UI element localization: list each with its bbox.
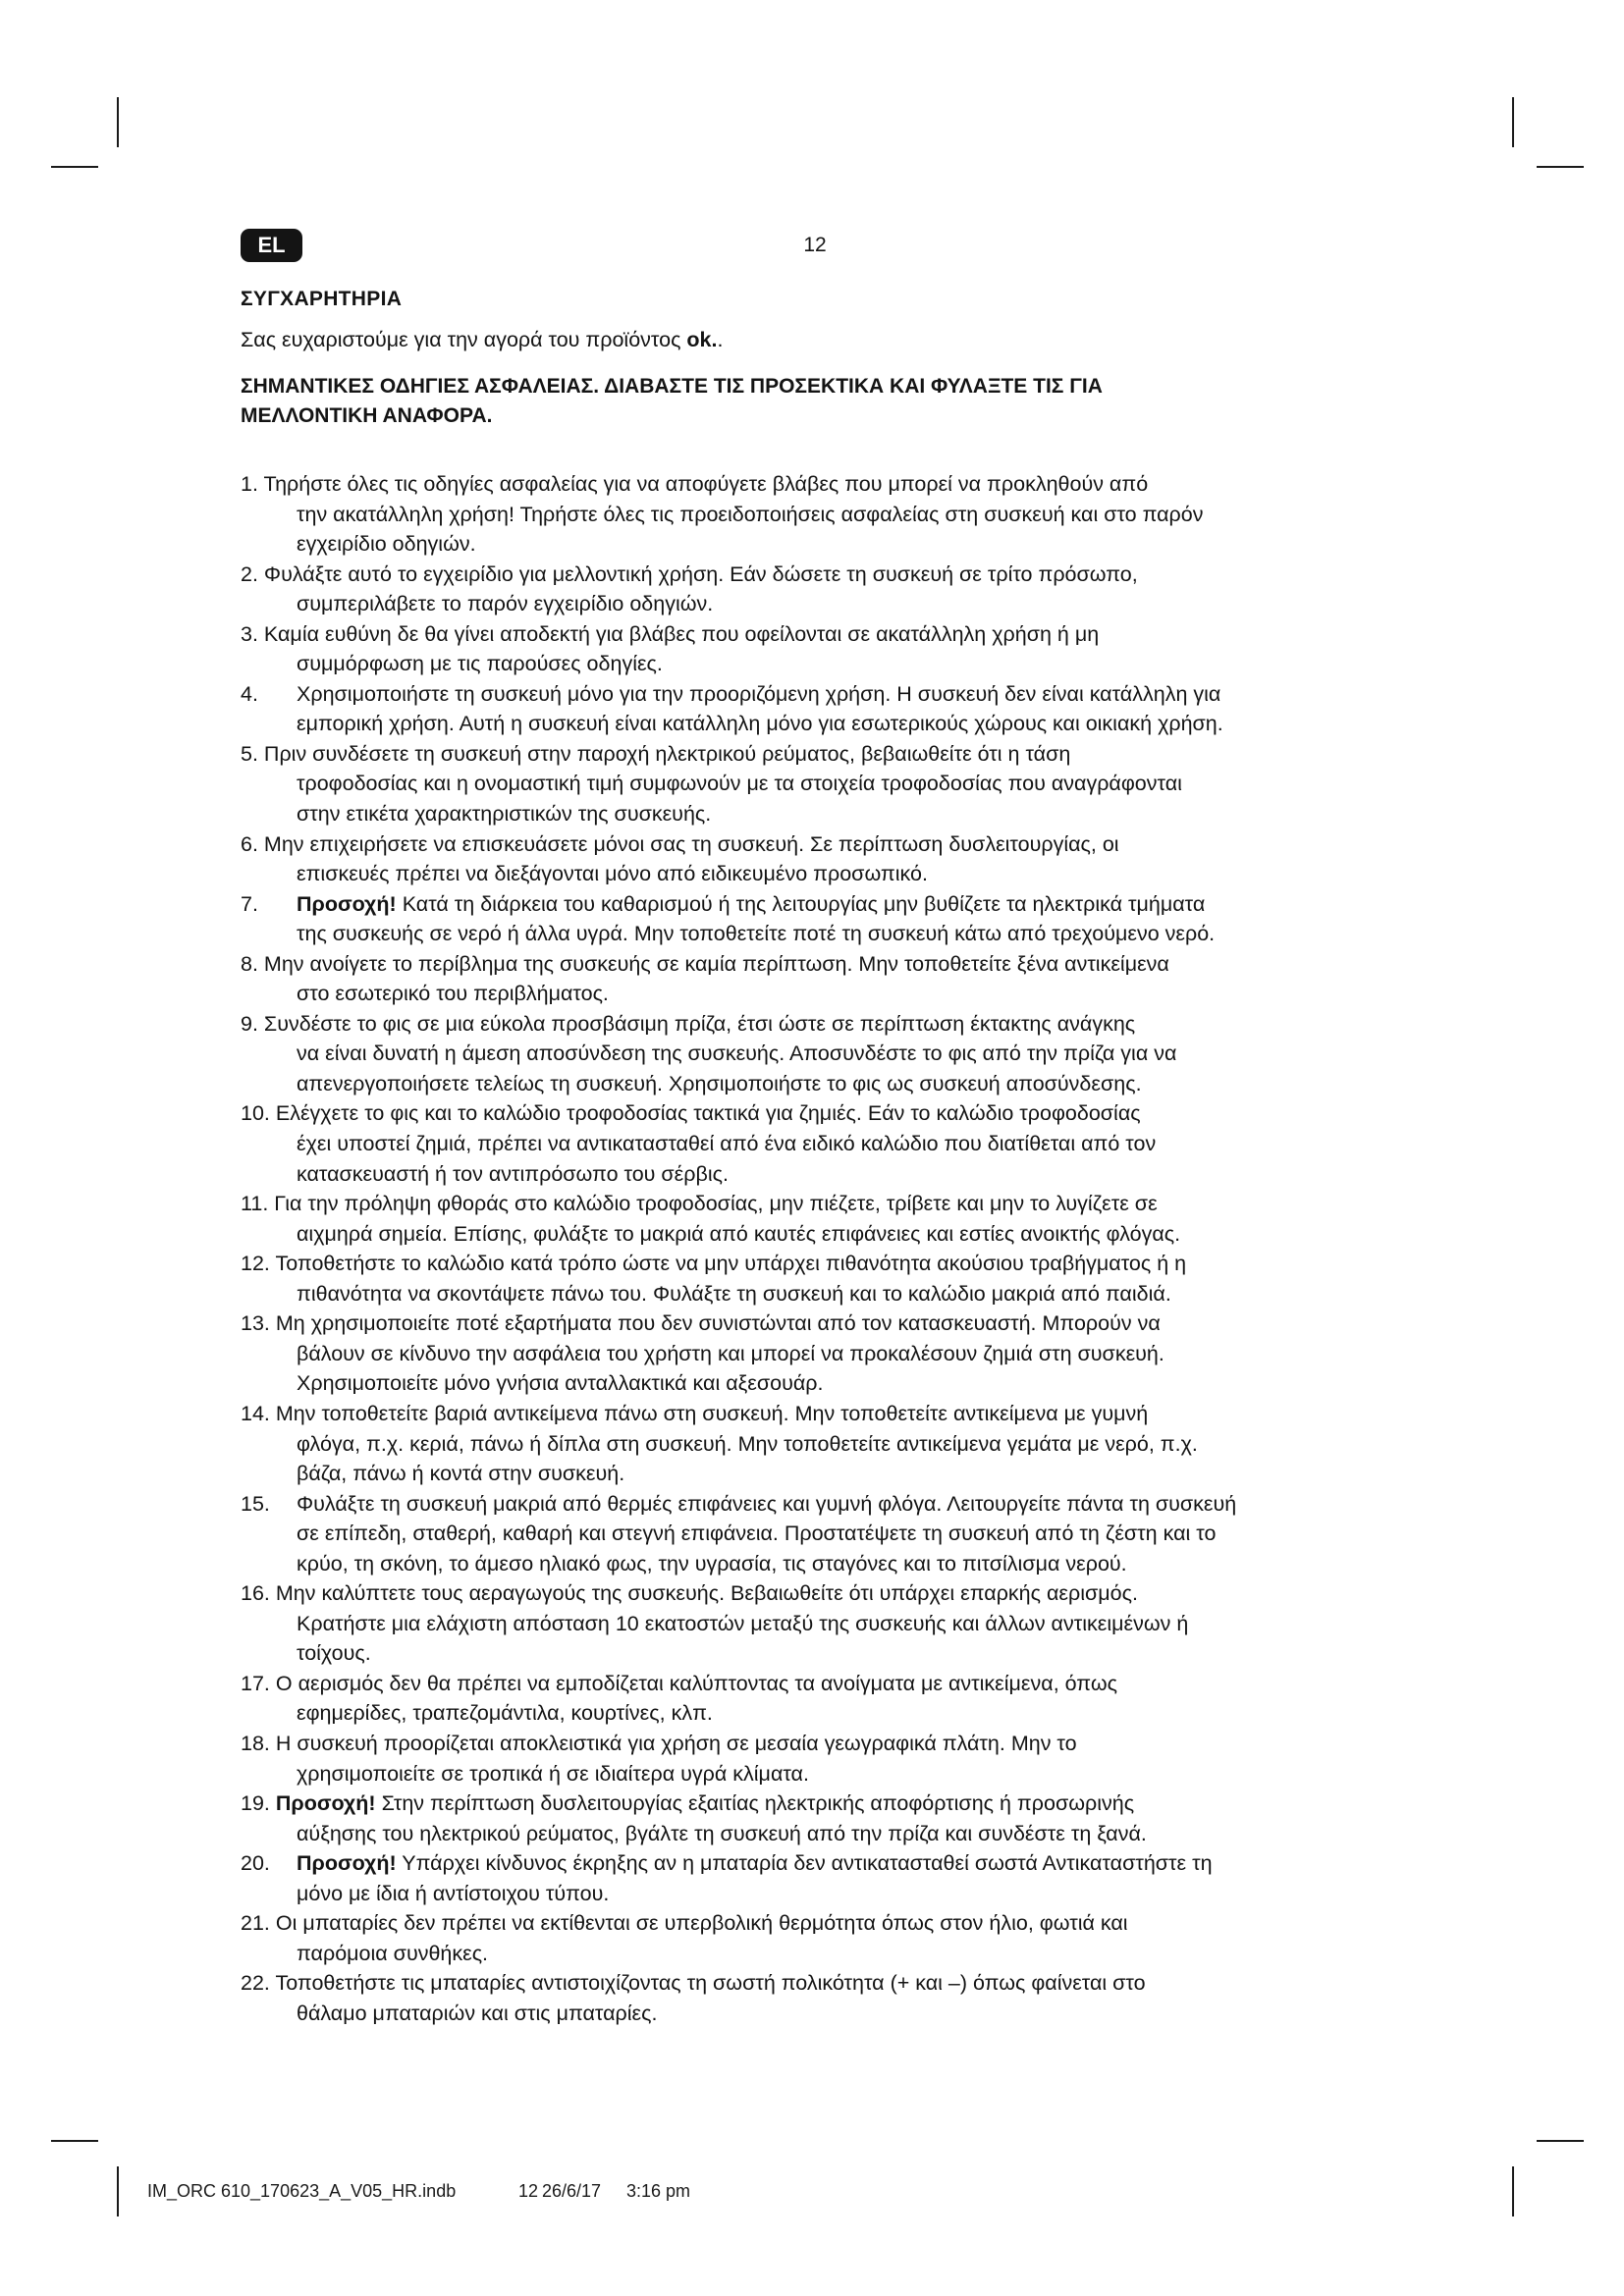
list-item-line bbox=[241, 1638, 1537, 1669]
list-item-first-line bbox=[241, 560, 1537, 590]
list-item-number: 13. bbox=[241, 1311, 270, 1336]
list-item bbox=[241, 1308, 1537, 1399]
list-item-first-line bbox=[241, 1848, 1537, 1879]
list-item bbox=[241, 560, 1537, 619]
crop-mark-bottom-right-horizontal bbox=[1537, 2140, 1584, 2142]
warning-label: Προσοχή! bbox=[297, 1851, 397, 1876]
list-item-number: 7. bbox=[241, 891, 258, 916]
list-item-number: 20. bbox=[241, 1851, 270, 1876]
crop-mark-top-left-vertical bbox=[117, 97, 119, 147]
list-item-text: φλόγα, π.χ. κεριά, πάνω ή δίπλα στη συσκευή. Μην τοποθετείτε αντικείμενα γεμάτα με νερό, π.χ. bbox=[297, 1431, 1198, 1456]
list-item-line bbox=[241, 1219, 1537, 1250]
list-item-text: Μην ανοίγετε το περίβλημα της συσκευής σε καμία περίπτωση. Μην τοποθετείτε ξένα αντικείμενα bbox=[263, 951, 1169, 976]
list-item-text: να είναι δυνατή η άμεση αποσύνδεση της συσκευής. Αποσυνδέστε το φις από την πρίζα για να bbox=[297, 1041, 1177, 1066]
list-item-first-line bbox=[241, 1789, 1537, 1819]
list-item-text: Χρησιμοποιείτε μόνο γνήσια ανταλλακτικά και αξεσουάρ. bbox=[297, 1371, 824, 1396]
list-item-number: 10. bbox=[241, 1101, 270, 1126]
list-item-first-line bbox=[241, 1308, 1537, 1339]
list-item-text: κρύο, τη σκόνη, το άμεσο ηλιακό φως, την υγρασία, τις σταγόνες και το πιτσίλισμα νερού. bbox=[297, 1551, 1127, 1575]
language-badge: EL bbox=[241, 229, 302, 262]
list-item-text: Ο αερισμός δεν θα πρέπει να εμποδίζεται καλύπτοντας τα ανοίγματα με αντικείμενα, όπως bbox=[275, 1671, 1117, 1695]
list-item-line bbox=[241, 799, 1537, 829]
list-item-text: εγχειρίδιο οδηγιών. bbox=[297, 532, 476, 557]
footer-time: 3:16 pm bbox=[626, 2181, 691, 2201]
list-item bbox=[241, 1098, 1537, 1189]
list-item-line bbox=[241, 500, 1537, 530]
list-item-text: Ελέγχετε το φις και το καλώδιο τροφοδοσίας τακτικά για ζημιές. Εάν το καλώδιο τροφοδοσίας bbox=[275, 1101, 1141, 1126]
list-item bbox=[241, 1669, 1537, 1729]
list-item-text: Φυλάξτε αυτό το εγχειρίδιο για μελλοντική χρήση. Εάν δώσετε τη συσκευή σε τρίτο πρόσωπο, bbox=[263, 561, 1138, 586]
list-item bbox=[241, 1399, 1537, 1489]
list-item-line bbox=[241, 1459, 1537, 1489]
crop-mark-top-right-vertical bbox=[1512, 97, 1514, 147]
list-item-text: συμμόρφωση με τις παρούσες οδηγίες. bbox=[297, 652, 663, 676]
list-item-line bbox=[241, 1519, 1537, 1549]
crop-mark-bottom-right-vertical bbox=[1512, 2166, 1514, 2216]
list-item-first-line bbox=[241, 619, 1537, 650]
list-item-line bbox=[241, 1039, 1537, 1069]
list-item-number: 18. bbox=[241, 1731, 270, 1755]
list-item-line bbox=[241, 769, 1537, 799]
list-item-first-line bbox=[241, 1399, 1537, 1429]
list-item-text: Καμία ευθύνη δε θα γίνει αποδεκτή για βλάβες που οφείλονται σε ακατάλληλη χρήση ή μη bbox=[263, 621, 1100, 646]
list-item-number: 5. bbox=[241, 741, 258, 766]
list-item-text: Οι μπαταρίες δεν πρέπει να εκτίθενται σε υπερβολική θερμότητα όπως στον ήλιο, φωτιά και bbox=[275, 1911, 1128, 1936]
list-item-text: Τηρήστε όλες τις οδηγίες ασφαλείας για να αποφύγετε βλάβες που μπορεί να προκληθούν από bbox=[263, 472, 1149, 496]
list-item-line bbox=[241, 1129, 1537, 1159]
list-item-text: έχει υποστεί ζημιά, πρέπει να αντικατασταθεί από ένα ειδικό καλώδιο που διατίθεται από τον bbox=[297, 1132, 1157, 1156]
list-item-first-line bbox=[241, 1009, 1537, 1040]
list-item bbox=[241, 829, 1537, 889]
list-item-first-line bbox=[241, 1249, 1537, 1279]
list-item-number: 2. bbox=[241, 561, 258, 586]
list-item bbox=[241, 889, 1537, 949]
list-item bbox=[241, 1729, 1537, 1789]
list-item bbox=[241, 1908, 1537, 1968]
list-item-text: θάλαμο μπαταριών και στις μπαταρίες. bbox=[297, 2001, 658, 2025]
list-item-number: 3. bbox=[241, 621, 258, 646]
list-item-line bbox=[241, 859, 1537, 889]
safety-instructions-list bbox=[241, 469, 1537, 2028]
list-item-line bbox=[241, 1069, 1537, 1099]
list-item-first-line bbox=[241, 829, 1537, 860]
list-item-number: 6. bbox=[241, 831, 258, 856]
list-item bbox=[241, 679, 1537, 739]
list-item-line bbox=[241, 1429, 1537, 1460]
list-item-text: Μη χρησιμοποιείτε ποτέ εξαρτήματα που δεν συνιστώνται από τον κατασκευαστή. Μπορούν να bbox=[275, 1311, 1161, 1336]
list-item-text: βάζα, πάνω ή κοντά στην συσκευή. bbox=[297, 1462, 625, 1486]
list-item bbox=[241, 1009, 1537, 1099]
list-item-text: Στην περίπτωση δυσλειτουργίας εξαιτίας ηλεκτρικής αποφόρτισης ή προσωρινής bbox=[381, 1791, 1135, 1816]
list-item-number: 16. bbox=[241, 1581, 270, 1606]
list-item bbox=[241, 1968, 1537, 2028]
warning-label: Προσοχή! bbox=[297, 891, 397, 916]
list-item-line bbox=[241, 1999, 1537, 2029]
list-item-text: Κρατήστε μια ελάχιστη απόσταση 10 εκατοστών μεταξύ της συσκευής και άλλων αντικειμένων ή bbox=[297, 1611, 1189, 1635]
list-item-text: Φυλάξτε τη συσκευή μακριά από θερμές επιφάνειες και γυμνή φλόγα. Λειτουργείτε πάντα τη συσκευή bbox=[297, 1491, 1237, 1516]
list-item-text: Κατά τη διάρκεια του καθαρισμού ή της λειτουργίας μην βυθίζετε τα ηλεκτρικά τμήματα bbox=[402, 891, 1206, 916]
list-item-text: στο εσωτερικό του περιβλήματος. bbox=[297, 982, 609, 1006]
list-item-line bbox=[241, 709, 1537, 739]
list-item-line bbox=[241, 919, 1537, 949]
list-item-first-line bbox=[241, 889, 1537, 920]
list-item-number: 22. bbox=[241, 1971, 270, 1996]
crop-mark-bottom-left-vertical bbox=[117, 2166, 119, 2216]
list-item-number: 15. bbox=[241, 1491, 270, 1516]
footer-page-number: 12 bbox=[518, 2181, 539, 2201]
list-item-number: 21. bbox=[241, 1911, 270, 1936]
list-item bbox=[241, 949, 1537, 1009]
list-item-number: 11. bbox=[241, 1192, 269, 1216]
list-item-first-line bbox=[241, 1908, 1537, 1939]
list-item-line bbox=[241, 1159, 1537, 1190]
safety-heading-line: ΣΗΜΑΝΤΙΚΕΣ ΟΔΗΓΙΕΣ ΑΣΦΑΛΕΙΑΣ. ΔΙΑΒΑΣΤΕ ΤΙΣ ΠΡΟΣΕΚΤΙΚΑ ΚΑΙ ΦΥΛΑΞΤΕ ΤΙΣ ΓΙΑ bbox=[241, 375, 1103, 398]
list-item-text: Χρησιμοποιήστε τη συσκευή μόνο για την προοριζόμενη χρήση. Η συσκευή δεν είναι κατάλληλη για bbox=[297, 681, 1221, 706]
list-item-first-line bbox=[241, 739, 1537, 770]
list-item-text: συμπεριλάβετε το παρόν εγχειρίδιο οδηγιών. bbox=[297, 592, 714, 616]
list-item-number: 14. bbox=[241, 1401, 270, 1425]
list-item-text: Υπάρχει κίνδυνος έκρηξης αν η μπαταρία δεν αντικατασταθεί σωστά Αντικαταστήστε τη bbox=[402, 1851, 1213, 1876]
list-item-first-line bbox=[241, 679, 1537, 710]
list-item-text: αύξησης του ηλεκτρικού ρεύματος, βγάλτε τη συσκευή από την πρίζα και συνδέστε τη ξανά. bbox=[297, 1821, 1147, 1845]
list-item-text: Τοποθετήστε το καλώδιο κατά τρόπο ώστε να μην υπάρχει πιθανότητα ακούσιου τραβήγματος ή η bbox=[275, 1252, 1187, 1276]
list-item-text: εφημερίδες, τραπεζομάντιλα, κουρτίνες, κλπ. bbox=[297, 1701, 713, 1726]
list-item-text: χρησιμοποιείτε σε τροπικά ή σε ιδιαίτερα υγρά κλίματα. bbox=[297, 1761, 809, 1786]
crop-mark-bottom-left-horizontal bbox=[51, 2140, 98, 2142]
list-item-text: τοίχους. bbox=[297, 1641, 371, 1666]
list-item-text: μόνο με ίδια ή αντίστοιχου τύπου. bbox=[297, 1881, 610, 1905]
list-item bbox=[241, 619, 1537, 679]
thanks-sentence bbox=[241, 325, 723, 354]
list-item-text: Η συσκευή προορίζεται αποκλειστικά για χρήση σε μεσαία γεωγραφικά πλάτη. Μην το bbox=[275, 1731, 1077, 1755]
list-item-line bbox=[241, 1549, 1537, 1579]
list-item-line bbox=[241, 979, 1537, 1009]
list-item-first-line bbox=[241, 1669, 1537, 1699]
list-item-line bbox=[241, 1698, 1537, 1729]
list-item-first-line bbox=[241, 469, 1537, 500]
list-item-line bbox=[241, 1879, 1537, 1909]
list-item-number: 1. bbox=[241, 472, 258, 496]
list-item-number: 9. bbox=[241, 1011, 258, 1036]
list-item-text: τροφοδοσίας και η ονομαστική τιμή συμφωνούν με τα στοιχεία τροφοδοσίας που αναγράφονται bbox=[297, 772, 1182, 796]
list-item bbox=[241, 1789, 1537, 1848]
thanks-prefix: Σας ευχαριστούμε για την αγορά του προϊόντος bbox=[241, 328, 687, 351]
list-item-text: Τοποθετήστε τις μπαταρίες αντιστοιχίζοντας τη σωστή πολικότητα (+ και –) όπως φαίνεται στο bbox=[275, 1971, 1146, 1996]
list-item-first-line bbox=[241, 949, 1537, 980]
page-number: 12 bbox=[803, 234, 827, 256]
list-item-line bbox=[241, 589, 1537, 619]
list-item bbox=[241, 469, 1537, 560]
list-item-first-line bbox=[241, 1729, 1537, 1759]
list-item-text: της συσκευής σε νερό ή άλλα υγρά. Μην τοποθετείτε ποτέ τη συσκευή κάτω από τρεχούμενο νερό. bbox=[297, 922, 1216, 946]
list-item-line bbox=[241, 1939, 1537, 1969]
list-item-text: Μην επιχειρήσετε να επισκευάσετε μόνοι σας τη συσκευή. Σε περίπτωση δυσλειτουργίας, οι bbox=[263, 831, 1119, 856]
list-item-first-line bbox=[241, 1098, 1537, 1129]
list-item-text: σε επίπεδη, σταθερή, καθαρή και στεγνή επιφάνεια. Προστατέψετε τη συσκευή από τη ζέστη και το bbox=[297, 1522, 1217, 1546]
list-item-line bbox=[241, 1339, 1537, 1369]
list-item-line bbox=[241, 1368, 1537, 1399]
list-item-text: κατασκευαστή ή τον αντιπρόσωπο του σέρβις. bbox=[297, 1161, 729, 1186]
list-item bbox=[241, 1189, 1537, 1249]
list-item-line bbox=[241, 649, 1537, 679]
footer-file-name: IM_ORC 610_170623_A_V05_HR.indb bbox=[147, 2181, 457, 2201]
list-item-number: 12. bbox=[241, 1252, 270, 1276]
list-item-number: 17. bbox=[241, 1671, 270, 1695]
list-item bbox=[241, 1249, 1537, 1308]
list-item-text: παρόμοια συνθήκες. bbox=[297, 1941, 489, 1965]
list-item-text: απενεργοποιήσετε τελείως τη συσκευή. Χρησιμοποιήστε το φις ως συσκευή αποσύνδεσης. bbox=[297, 1071, 1142, 1095]
list-item bbox=[241, 739, 1537, 829]
list-item-text: αιχμηρά σημεία. Επίσης, φυλάξτε το μακριά από καυτές επιφάνειες και εστίες ανοικτής φλόγας. bbox=[297, 1221, 1181, 1246]
list-item bbox=[241, 1848, 1537, 1908]
list-item-first-line bbox=[241, 1578, 1537, 1609]
list-item-text: στην ετικέτα χαρακτηριστικών της συσκευής. bbox=[297, 802, 712, 827]
list-item-first-line bbox=[241, 1489, 1537, 1520]
list-item-text: Για την πρόληψη φθοράς στο καλώδιο τροφοδοσίας, μην πιέζετε, τρίβετε και μην το λυγίζετε σε bbox=[274, 1192, 1158, 1216]
list-item-text: Πριν συνδέσετε τη συσκευή στην παροχή ηλεκτρικού ρεύματος, βεβαιωθείτε ότι η τάση bbox=[263, 741, 1071, 766]
list-item-text: Συνδέστε το φις σε μια εύκολα προσβάσιμη πρίζα, έτσι ώστε σε περίπτωση έκτακτης ανάγκης bbox=[263, 1011, 1136, 1036]
list-item-text: πιθανότητα να σκοντάψετε πάνω του. Φυλάξτε τη συσκευή και το καλώδιο μακριά από παιδιά. bbox=[297, 1281, 1171, 1306]
crop-mark-top-right-horizontal bbox=[1537, 166, 1584, 168]
footer-date: 26/6/17 bbox=[542, 2181, 602, 2201]
list-item-first-line bbox=[241, 1968, 1537, 1999]
list-item bbox=[241, 1489, 1537, 1579]
list-item-line bbox=[241, 1819, 1537, 1849]
thanks-suffix: . bbox=[717, 328, 724, 351]
list-item-text: Μην καλύπτετε τους αεραγωγούς της συσκευής. Βεβαιωθείτε ότι υπάρχει επαρκής αερισμός. bbox=[275, 1581, 1138, 1606]
list-item-number: 8. bbox=[241, 951, 258, 976]
list-item-line bbox=[241, 1279, 1537, 1309]
safety-heading-line: ΜΕΛΛΟΝΤΙΚΗ ΑΝΑΦΟΡΑ. bbox=[241, 404, 493, 427]
list-item-number: 19. bbox=[241, 1791, 270, 1816]
list-item-line bbox=[241, 1759, 1537, 1789]
section-title: ΣΥΓΧΑΡΗΤΗΡΙΑ bbox=[241, 288, 403, 310]
list-item-text: εμπορική χρήση. Αυτή η συσκευή είναι κατάλληλη μόνο για εσωτερικούς χώρους και οικιακή χρήση. bbox=[297, 712, 1223, 736]
safety-heading bbox=[241, 372, 1103, 431]
list-item-text: Μην τοποθετείτε βαριά αντικείμενα πάνω στη συσκευή. Μην τοποθετείτε αντικείμενα με γυμνή bbox=[275, 1401, 1149, 1425]
list-item-line bbox=[241, 1609, 1537, 1639]
brand-name: ok. bbox=[686, 328, 718, 351]
list-item-text: την ακατάλληλη χρήση! Τηρήστε όλες τις προειδοποιήσεις ασφαλείας στη συσκευή και στο παρόν bbox=[297, 502, 1204, 526]
list-item-line bbox=[241, 529, 1537, 560]
list-item-number: 4. bbox=[241, 681, 258, 706]
list-item-text: επισκευές πρέπει να διεξάγονται μόνο από ειδικευμένο προσωπικό. bbox=[297, 862, 928, 886]
list-item-first-line bbox=[241, 1189, 1537, 1219]
crop-mark-top-left-horizontal bbox=[51, 166, 98, 168]
list-item bbox=[241, 1578, 1537, 1669]
warning-label: Προσοχή! bbox=[275, 1791, 376, 1816]
list-item-text: βάλουν σε κίνδυνο την ασφάλεια του χρήστη και μπορεί να προκαλέσουν ζημιά στη συσκευή. bbox=[297, 1341, 1164, 1365]
